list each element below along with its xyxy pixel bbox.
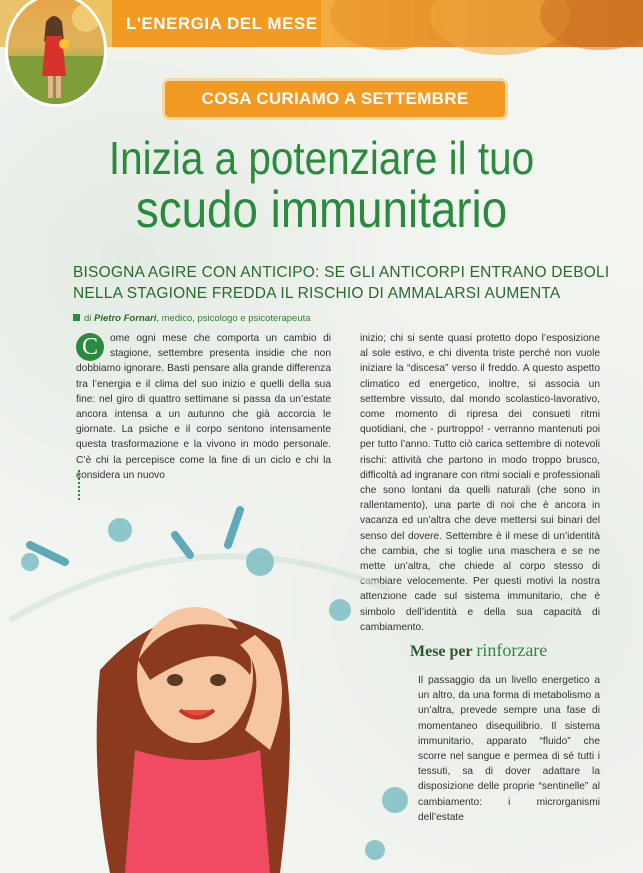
- woman-figure: [97, 607, 290, 873]
- drop-cap: C: [76, 333, 104, 361]
- article-subtitle: BISOGNA AGIRE CON ANTICIPO: SE GLI ANTICORPI ENTRANO DEBOLI NELLA STAGIONE FREDDA IL RISCHIO DI AMMALARSI AUMENTA: [73, 264, 610, 302]
- section-heading: [410, 640, 547, 661]
- byline: [73, 313, 311, 324]
- category-tag: COSA CURIAMO A SETTEMBRE: [165, 81, 505, 117]
- byline-prefix: di: [84, 313, 95, 324]
- section-heading-accent: rinforzare: [476, 640, 548, 660]
- woman-flexing-illustration: [0, 470, 420, 873]
- title-line-1: Inizia a potenziare il tuo: [108, 132, 535, 184]
- avatar-photo-icon: [8, 0, 104, 104]
- article-column-3: [418, 673, 600, 825]
- title-line-2: scudo immunitario: [135, 181, 508, 239]
- column-2-text: inizio; chi si sente quasi protetto dopo l’esposizione al sole estivo, e chi diventa triste perché non vuole iniziare la “discesa” verso il freddo. A questo aspetto climatico ed energetico, inoltre, si associa un settembre vissuto, dal mondo scolastico-lavorativo, come momento di ripresa dei consueti ritmi quotidiani, che - purtroppo! - verranno mantenuti poi per tutto l’anno. Tutto ciò carica settembre di notevoli rischi: attività che partono in modo troppo brusco, difficoltà ad ingranare con ritmi sociali e professionali che sono lontani da quelli naturali (che sono in rallentamento), una parte di noi che è ancora in vacanza ed un’altra che deve mettersi sui binari del senso del dovere. Settembre è il mese di un’identità che cambia, che si toglie una maschera e se ne mette un’altra, che chiede al corpo stesso di cambiare velocemente. Per questi motivi la nostra attenzione cade sul sistema immunitario, che è simbolo dell’identità e della sua capacità di cambiamento.: [360, 333, 600, 633]
- section-label: L'ENERGIA DEL MESE: [112, 0, 321, 47]
- column-1-text: ome ogni mese che comporta un cambio di stagione, settembre presenta insidie che non dobbiamo ignorare. Basti pensare alla grande differenza tra l’energia e il clima del suo inizio e quelli della sua fine: nel giro di quattro settimane si passa da un’estate ancora intensa a un autunno che già accorcia le giornate. La psiche e il corpo sentono intensamente questa trasformazione e la vivono in modo personale. C’è chi la percepisce come la fine di un ciclo e chi la considera un nuovo: [76, 333, 331, 481]
- square-bullet-icon: [73, 314, 80, 321]
- article-title: [39, 133, 605, 237]
- author-name: Pietro Fornari: [94, 313, 157, 324]
- article-column-1: [76, 331, 331, 483]
- author-role: , medico, psicologo e psicoterapeuta: [156, 313, 311, 324]
- avatar: [8, 0, 104, 104]
- section-heading-a: Mese per: [410, 643, 477, 660]
- column-3-text: Il passaggio da un livello energetico a un altro, da una forma di metabolismo a un’altra, prevede sempre una fase di momentaneo disequilibrio. Il sistema immunitario, apparato “fluido” che scorre nel sangue e permea di sé tutti i tessuti, sa di dover adattare la disposizione delle proprie “sentinelle” al cambiamento: i microrganismi dell’estate: [418, 675, 600, 823]
